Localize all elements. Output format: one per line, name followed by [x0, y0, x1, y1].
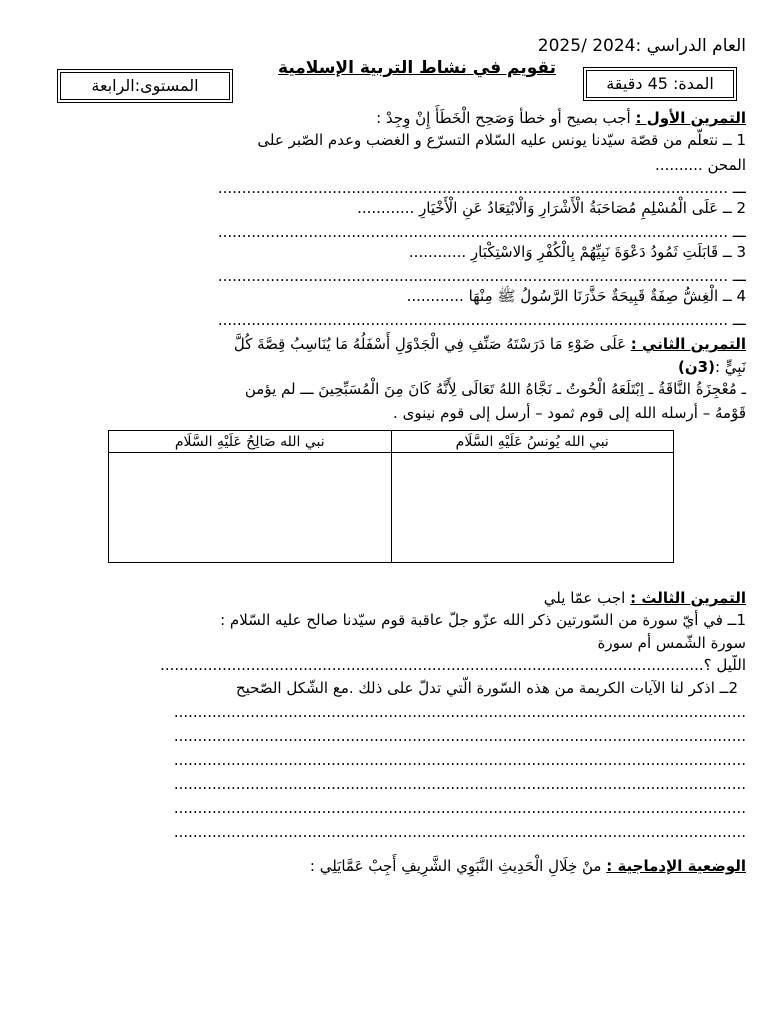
- ex3-q2: 2ــ اذكر لنا الآيات الكريمة من هذه السّورة الّتي تدلّ على ذلك .مع الشّكل الصّحيح: [235, 679, 738, 697]
- table-cell-yunus[interactable]: [391, 453, 674, 563]
- ex1-answer-4: ـــ ...........................................................................................................: [217, 311, 746, 329]
- ex1-answer-3: ـــ ...........................................................................................................: [217, 267, 746, 285]
- ex1-q1b: المحن ..........: [655, 156, 746, 174]
- ex3-line: [22, 588, 746, 608]
- table-header-salih: نبي الله صَالِحُ عَلَيْهِ السَّلَام: [109, 431, 392, 453]
- ex3-answer-line: ........................................................................................................................: [173, 799, 746, 817]
- ex1-q1a: 1 ــ نتعلّم من قصّة سيّدنا يونس عليه السّلام التسرّع و الغضب وعدم الصّبر على: [257, 131, 746, 149]
- ex2-items-a: ـ مُعْجِزَةُ النَّاقَةُ ـ اِبْتَلَعَهُ الْحُوتُ ـ نَجَّاهُ اللهُ تَعَالَى لِأَنَّهُ كَانَ مِنَ الْمُسَبِّحِينَ ـــ لم يؤمن: [244, 380, 746, 398]
- ex1-q2: 2 ــ عَلَى الْمُسْلِمِ مُصَاحَبَةُ الْأَشْرَارِ وَالْابْتِعَادُ عَنِ الْأَخْيَارِ ............: [357, 199, 746, 217]
- ex2-table: [108, 430, 674, 563]
- ex3-answer-line: ........................................................................................................................: [173, 751, 746, 769]
- ex1-line: [22, 108, 746, 128]
- duration-box: المدة: 45 دقيقة: [586, 70, 734, 98]
- ex3-answer-line: ........................................................................................................................: [173, 727, 746, 745]
- ex4-line: [22, 856, 746, 876]
- school-year: العام الدراسي :2024 /2025: [537, 36, 746, 56]
- ex3-q1c: اللّيل ؟..................................................................................................................: [160, 656, 746, 674]
- ex2-instruction2: نَبِيٍّ :: [714, 358, 746, 376]
- ex3-q1b: سورة الشّمس أم سورة: [597, 634, 746, 652]
- ex1-answer-1: ـــ ...........................................................................................................: [217, 179, 746, 197]
- ex4-heading: الوضعية الإدماجية :: [606, 857, 746, 875]
- ex2-instruction: عَلَى ضَوْءِ مَا دَرَسْتَهُ صَنِّفِ فِي الْجَدْوَلِ أَسْفَلُهُ مَا يُنَاسِبُ قِصَّةَ كُلَّ: [233, 335, 631, 353]
- ex3-answer-line: ........................................................................................................................: [173, 703, 746, 721]
- ex1-q4: 4 ــ الْغِشُّ صِفَةٌ قَبِيحَةٌ حَذَّرَنَا الرَّسُولُ ﷺ مِنْهَا ............: [406, 287, 746, 305]
- ex1-heading: التمرين الأول :: [635, 109, 746, 127]
- table-header-yunus: نبي الله يُونسُ عَلَيْهِ السَّلَام: [391, 431, 674, 453]
- ex3-instruction: اجب عمّا يلي: [543, 589, 631, 607]
- ex3-answer-line: ........................................................................................................................: [173, 823, 746, 841]
- ex2-points: (3ن): [678, 358, 715, 376]
- exam-title: تقويم في نشاط التربية الإسلامية: [278, 58, 556, 78]
- ex4-instruction: منْ خِلَالِ الْحَدِيثِ النَّبَوِي الشَّرِيفِ أَجِبْ عَمَّايَلِي :: [309, 857, 607, 875]
- table-cell-salih[interactable]: [109, 453, 392, 563]
- ex2-heading: التمرين الثاني :: [630, 335, 746, 353]
- ex1-answer-2: ـــ ...........................................................................................................: [217, 223, 746, 241]
- ex3-answer-line: ........................................................................................................................: [173, 775, 746, 793]
- ex2-items-b: قَوْمهُ – أرسله الله إلى قوم ثمود – أرسل إلى قوم نينوى .: [393, 404, 746, 422]
- level-box: المستوى:الرابعة: [60, 72, 230, 100]
- ex3-heading: التمرين الثالث :: [630, 589, 746, 607]
- ex1-q3: 3 ــ قَابَلَتِ ثَمُودُ دَعْوَةَ نَبِيِّهُمْ بِالْكُفْرِ وَالاسْتِكْبَارِ ............: [408, 243, 746, 261]
- ex1-instruction: أجب بصيح أو خطأ وَصَحِح الْخَطَأَ إِنْ وِجِدْ :: [376, 109, 636, 127]
- ex3-q1a: 1ــ في أيّ سورة من السّورتين ذكر الله عزّو جلّ عاقبة قوم سيّدنا صالح عليه السّلام :: [220, 611, 746, 629]
- ex2-line2: [22, 357, 746, 377]
- ex2-line: [22, 334, 746, 354]
